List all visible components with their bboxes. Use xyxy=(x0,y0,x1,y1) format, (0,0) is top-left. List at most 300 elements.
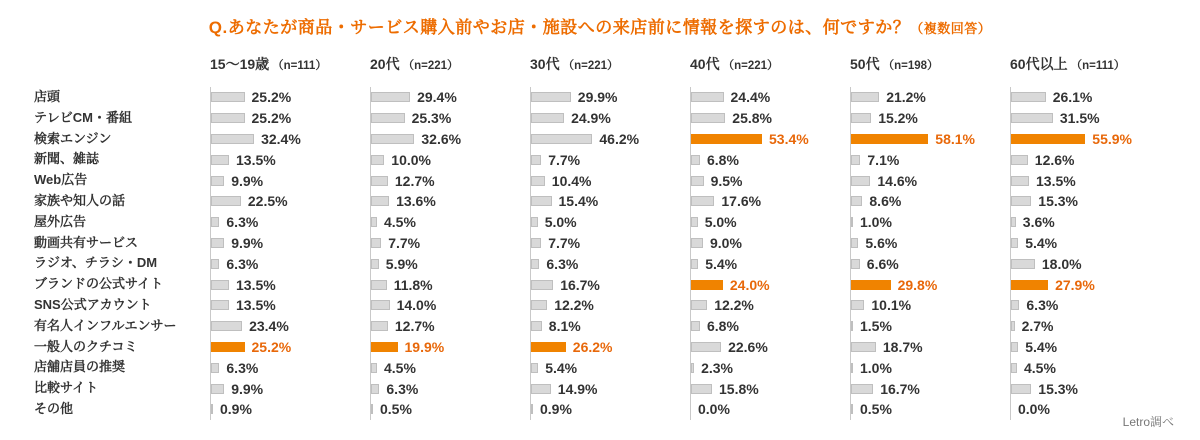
value-label: 9.9% xyxy=(231,172,264,189)
bar xyxy=(691,321,700,331)
bar xyxy=(691,92,724,102)
value-label: 1.0% xyxy=(860,214,892,231)
highlighted-bar xyxy=(851,280,891,290)
value-label: 13.6% xyxy=(396,193,436,210)
highlighted-bar xyxy=(691,134,762,144)
value-label: 6.3% xyxy=(226,359,259,376)
value-label: 5.0% xyxy=(544,214,577,231)
bar xyxy=(851,321,853,331)
bar-row xyxy=(211,212,370,233)
value-label: 6.3% xyxy=(226,255,259,272)
value-label: 13.5% xyxy=(236,276,276,293)
category-label: SNS公式アカウント xyxy=(34,296,152,312)
bar-row xyxy=(531,337,690,358)
bar-row xyxy=(211,295,370,316)
age-group-column xyxy=(530,54,690,420)
bar-row xyxy=(691,233,850,254)
bar-row xyxy=(691,357,850,378)
value-label: 29.9% xyxy=(577,89,618,106)
category-label: 家族や知人の話 xyxy=(34,192,126,208)
bar xyxy=(851,342,876,352)
value-label: 7.1% xyxy=(867,151,900,168)
value-label: 15.8% xyxy=(719,380,759,397)
bar xyxy=(851,238,858,248)
bar-row xyxy=(851,253,1010,274)
value-label: 15.3% xyxy=(1038,380,1078,397)
bar xyxy=(371,92,410,102)
value-label: 13.5% xyxy=(236,151,276,168)
bar xyxy=(851,363,853,373)
value-label: 7.7% xyxy=(548,234,581,251)
value-label: 14.6% xyxy=(877,172,918,189)
bar-row xyxy=(531,253,690,274)
value-label: 14.0% xyxy=(396,297,437,314)
bar-row xyxy=(211,129,370,150)
bar-row xyxy=(851,316,1010,337)
bar-row xyxy=(691,129,850,150)
group-label: 60代以上 xyxy=(1010,56,1068,72)
value-label: 55.9% xyxy=(1092,130,1132,147)
bar xyxy=(851,176,870,186)
chart-title-text: Q.あなたが商品・サービス購入前やお店・施設への来店前に情報を探すのは、何ですか？ xyxy=(208,18,911,37)
bar xyxy=(1011,384,1031,394)
bar-rows xyxy=(1010,87,1170,420)
bar-row xyxy=(691,212,850,233)
group-sample-size: （n=221） xyxy=(402,60,459,72)
value-label: 9.5% xyxy=(710,172,743,189)
bar xyxy=(1011,238,1018,248)
bar-row xyxy=(851,337,1010,358)
bar xyxy=(371,176,388,186)
age-group-column xyxy=(690,54,850,420)
value-label: 24.0% xyxy=(729,276,770,293)
value-label: 6.3% xyxy=(1026,297,1059,314)
bar-row xyxy=(691,191,850,212)
group-label: 50代 xyxy=(850,56,880,72)
bar-row xyxy=(691,253,850,274)
value-label: 26.2% xyxy=(572,338,613,355)
bar xyxy=(851,259,860,269)
bar xyxy=(1011,113,1053,123)
bar-row xyxy=(1011,87,1170,108)
bar-row xyxy=(851,170,1010,191)
bar xyxy=(1011,217,1016,227)
bar-row xyxy=(1011,337,1170,358)
bar-row xyxy=(691,149,850,170)
value-label: 32.6% xyxy=(421,130,462,147)
bar-row xyxy=(531,87,690,108)
bar xyxy=(531,155,541,165)
value-label: 16.7% xyxy=(880,380,920,397)
value-label: 10.4% xyxy=(551,172,592,189)
highlighted-bar xyxy=(531,342,566,352)
value-label: 5.4% xyxy=(705,255,738,272)
value-label: 22.6% xyxy=(728,338,768,355)
value-label: 15.2% xyxy=(878,110,918,127)
highlighted-bar xyxy=(851,134,928,144)
value-label: 25.8% xyxy=(732,110,772,127)
bar xyxy=(691,259,698,269)
bar xyxy=(1011,321,1015,331)
bar-row xyxy=(851,191,1010,212)
value-label: 12.2% xyxy=(714,297,754,314)
value-label: 23.4% xyxy=(249,318,289,335)
bar xyxy=(531,176,545,186)
bar xyxy=(211,404,213,414)
age-group-column xyxy=(370,54,530,420)
bar xyxy=(531,217,538,227)
bar-row xyxy=(851,212,1010,233)
bar xyxy=(691,217,698,227)
bar-row xyxy=(691,316,850,337)
bar xyxy=(531,404,533,414)
bar xyxy=(371,321,388,331)
bar-row xyxy=(371,129,530,150)
bar xyxy=(371,134,414,144)
bar-row xyxy=(1011,108,1170,129)
value-label: 10.0% xyxy=(391,151,431,168)
value-label: 16.7% xyxy=(560,276,600,293)
category-label: 検索エンジン xyxy=(34,130,112,146)
value-label: 9.9% xyxy=(231,380,264,397)
bar-row xyxy=(851,87,1010,108)
category-label: テレビCM・番組 xyxy=(34,109,132,125)
group-header xyxy=(370,54,530,87)
chart-title-note: （複数回答） xyxy=(910,21,992,36)
bar-row xyxy=(211,170,370,191)
bar-row xyxy=(1011,378,1170,399)
bar-row xyxy=(1011,233,1170,254)
bar xyxy=(531,300,547,310)
bar-row xyxy=(371,170,530,191)
value-label: 10.1% xyxy=(871,297,912,314)
bar xyxy=(211,217,219,227)
bar-row xyxy=(371,295,530,316)
bar-row xyxy=(531,378,690,399)
group-header xyxy=(850,54,1010,87)
group-label: 40代 xyxy=(690,56,720,72)
value-label: 5.9% xyxy=(385,255,418,272)
bar-row xyxy=(211,378,370,399)
category-label: その他 xyxy=(34,400,74,416)
bar-rows xyxy=(530,87,690,420)
bar xyxy=(211,321,242,331)
group-sample-size: （n=221） xyxy=(562,60,619,72)
bar-row xyxy=(211,149,370,170)
bar xyxy=(851,113,871,123)
bar-row xyxy=(371,233,530,254)
value-label: 6.3% xyxy=(386,380,419,397)
bar xyxy=(211,259,219,269)
value-label: 0.9% xyxy=(540,401,572,418)
value-label: 24.9% xyxy=(571,110,611,127)
category-label: 一般人のクチコミ xyxy=(34,338,138,354)
value-label: 46.2% xyxy=(599,130,640,147)
category-labels xyxy=(34,54,210,420)
bar xyxy=(531,321,542,331)
value-label: 0.5% xyxy=(860,401,892,418)
bar-row xyxy=(371,191,530,212)
chart-groups xyxy=(210,54,1170,420)
bar xyxy=(851,155,860,165)
bar-row xyxy=(371,316,530,337)
grouped-bar-chart xyxy=(0,54,1200,420)
bar-row xyxy=(211,316,370,337)
value-label: 15.3% xyxy=(1038,193,1078,210)
group-sample-size: （n=111） xyxy=(1070,60,1126,72)
bar xyxy=(211,176,224,186)
value-label: 18.0% xyxy=(1041,255,1082,272)
value-label: 6.3% xyxy=(546,255,579,272)
value-label: 9.0% xyxy=(710,234,742,251)
bar-row xyxy=(371,108,530,129)
bar-row xyxy=(371,87,530,108)
bar-rows xyxy=(210,87,370,420)
bar-row xyxy=(691,87,850,108)
bar xyxy=(211,363,219,373)
value-label: 6.8% xyxy=(707,151,739,168)
bar-row xyxy=(371,399,530,420)
value-label: 5.4% xyxy=(1025,338,1058,355)
bar-row xyxy=(691,378,850,399)
category-label: 動画共有サービス xyxy=(34,234,139,250)
bar xyxy=(531,113,564,123)
group-label: 30代 xyxy=(530,56,560,72)
bar-row xyxy=(851,129,1010,150)
value-label: 13.5% xyxy=(236,297,276,314)
bar xyxy=(851,384,873,394)
bar-row xyxy=(531,274,690,295)
bar xyxy=(211,280,229,290)
bar xyxy=(691,176,704,186)
value-label: 5.4% xyxy=(1025,234,1058,251)
group-sample-size: （n=111） xyxy=(272,60,327,72)
bar xyxy=(1011,259,1035,269)
bar xyxy=(211,155,229,165)
value-label: 5.0% xyxy=(704,214,737,231)
bar-row xyxy=(211,274,370,295)
category-label: 屋外広告 xyxy=(34,213,87,229)
highlighted-bar xyxy=(371,342,398,352)
bar xyxy=(211,238,224,248)
bar-row xyxy=(851,295,1010,316)
bar xyxy=(371,238,381,248)
group-sample-size: （n=198） xyxy=(882,60,939,72)
value-label: 6.3% xyxy=(226,214,259,231)
bar xyxy=(691,113,725,123)
category-label: 新聞、雑誌 xyxy=(34,151,100,167)
bar xyxy=(531,280,553,290)
bar xyxy=(371,280,387,290)
value-label: 15.4% xyxy=(558,193,599,210)
bar-rows xyxy=(690,87,850,420)
group-header xyxy=(530,54,690,87)
value-label: 29.8% xyxy=(897,276,938,293)
bar xyxy=(371,196,389,206)
bar-row xyxy=(531,149,690,170)
bar xyxy=(691,238,703,248)
value-label: 2.3% xyxy=(701,359,734,376)
bar-row xyxy=(531,170,690,191)
bar xyxy=(1011,300,1019,310)
bar-row xyxy=(531,357,690,378)
bar xyxy=(211,92,245,102)
bar-row xyxy=(371,274,530,295)
value-label: 11.8% xyxy=(393,276,433,293)
bar-row xyxy=(531,316,690,337)
value-label: 6.8% xyxy=(707,318,739,335)
bar xyxy=(531,238,541,248)
bar xyxy=(211,300,229,310)
bar-row xyxy=(691,274,850,295)
bar xyxy=(211,384,224,394)
bar-row xyxy=(851,378,1010,399)
group-sample-size: （n=221） xyxy=(722,60,779,72)
bar-row xyxy=(691,337,850,358)
bar-row xyxy=(531,212,690,233)
bar xyxy=(851,92,879,102)
value-label: 5.6% xyxy=(865,234,898,251)
bar-row xyxy=(211,191,370,212)
value-label: 0.0% xyxy=(1018,401,1050,418)
value-label: 12.6% xyxy=(1034,151,1075,168)
bar-row xyxy=(851,149,1010,170)
bar-row xyxy=(691,108,850,129)
bar xyxy=(211,113,245,123)
value-label: 0.9% xyxy=(220,401,252,418)
bar xyxy=(371,155,384,165)
bar xyxy=(851,196,862,206)
bar xyxy=(211,196,241,206)
group-label: 15〜19歳 xyxy=(210,56,270,72)
bar-row xyxy=(851,233,1010,254)
chart-title xyxy=(0,0,1200,38)
value-label: 31.5% xyxy=(1059,110,1100,127)
value-label: 25.2% xyxy=(251,110,292,127)
bar-row xyxy=(851,357,1010,378)
value-label: 27.9% xyxy=(1055,276,1095,293)
value-label: 12.7% xyxy=(394,172,435,189)
age-group-column xyxy=(210,54,370,420)
bar-row xyxy=(531,191,690,212)
bar xyxy=(691,300,707,310)
bar xyxy=(1011,196,1031,206)
bar xyxy=(371,259,379,269)
bar xyxy=(691,196,714,206)
bar-row xyxy=(1011,274,1170,295)
bar-row xyxy=(531,295,690,316)
bar xyxy=(531,384,551,394)
bar-row xyxy=(531,233,690,254)
value-label: 26.1% xyxy=(1052,89,1093,106)
bar xyxy=(211,134,254,144)
bar-row xyxy=(371,149,530,170)
value-label: 12.7% xyxy=(394,318,435,335)
bar-row xyxy=(1011,170,1170,191)
value-label: 7.7% xyxy=(548,151,581,168)
bar xyxy=(371,113,405,123)
value-label: 12.2% xyxy=(554,297,594,314)
value-label: 29.4% xyxy=(417,89,457,106)
value-label: 0.0% xyxy=(698,401,730,418)
bar xyxy=(531,134,592,144)
bar-row xyxy=(1011,129,1170,150)
value-label: 17.6% xyxy=(721,193,762,210)
value-label: 25.3% xyxy=(411,110,452,127)
value-label: 4.5% xyxy=(384,359,416,376)
value-label: 6.6% xyxy=(866,255,899,272)
value-label: 5.4% xyxy=(545,359,578,376)
value-label: 8.1% xyxy=(548,318,581,335)
highlighted-bar xyxy=(1011,134,1085,144)
bar-row xyxy=(211,357,370,378)
bar xyxy=(851,404,853,414)
bar xyxy=(691,363,694,373)
value-label: 7.7% xyxy=(388,234,421,251)
value-label: 8.6% xyxy=(869,193,902,210)
bar xyxy=(1011,92,1046,102)
bar-row xyxy=(371,253,530,274)
value-label: 0.5% xyxy=(380,401,412,418)
category-label: 比較サイト xyxy=(34,380,99,396)
bar xyxy=(691,342,721,352)
bar xyxy=(531,363,538,373)
bar xyxy=(371,300,390,310)
bar-row xyxy=(851,399,1010,420)
category-label: 有名人インフルエンサー xyxy=(34,317,177,333)
bar xyxy=(851,217,853,227)
bar xyxy=(531,196,552,206)
value-label: 25.2% xyxy=(251,338,292,355)
value-label: 14.9% xyxy=(557,380,598,397)
bar xyxy=(371,363,377,373)
value-label: 9.9% xyxy=(231,234,264,251)
bar xyxy=(1011,176,1029,186)
value-label: 13.5% xyxy=(1036,172,1076,189)
group-header xyxy=(210,54,370,87)
bar-row xyxy=(371,357,530,378)
bar-row xyxy=(211,87,370,108)
value-label: 4.5% xyxy=(384,214,416,231)
value-label: 21.2% xyxy=(886,89,926,106)
bar-rows xyxy=(370,87,530,420)
value-label: 3.6% xyxy=(1022,214,1055,231)
value-label: 58.1% xyxy=(935,130,975,147)
source-credit: Letro調べ xyxy=(1122,415,1174,429)
bar-row xyxy=(1011,191,1170,212)
value-label: 2.7% xyxy=(1021,318,1054,335)
bar xyxy=(371,404,373,414)
highlighted-bar xyxy=(1011,280,1048,290)
bar xyxy=(371,217,377,227)
bar-row xyxy=(1011,149,1170,170)
bar-row xyxy=(691,399,850,420)
age-group-column xyxy=(1010,54,1170,420)
bar-row xyxy=(211,233,370,254)
bar-row xyxy=(531,399,690,420)
bar-row xyxy=(1011,212,1170,233)
category-label: ラジオ、チラシ・DM xyxy=(34,255,158,271)
value-label: 18.7% xyxy=(882,338,923,355)
bar-row xyxy=(211,108,370,129)
bar xyxy=(1011,342,1018,352)
age-group-column xyxy=(850,54,1010,420)
bar-row xyxy=(691,295,850,316)
value-label: 4.5% xyxy=(1024,359,1056,376)
bar-row xyxy=(211,253,370,274)
value-label: 19.9% xyxy=(404,338,445,355)
bar-rows xyxy=(850,87,1010,420)
